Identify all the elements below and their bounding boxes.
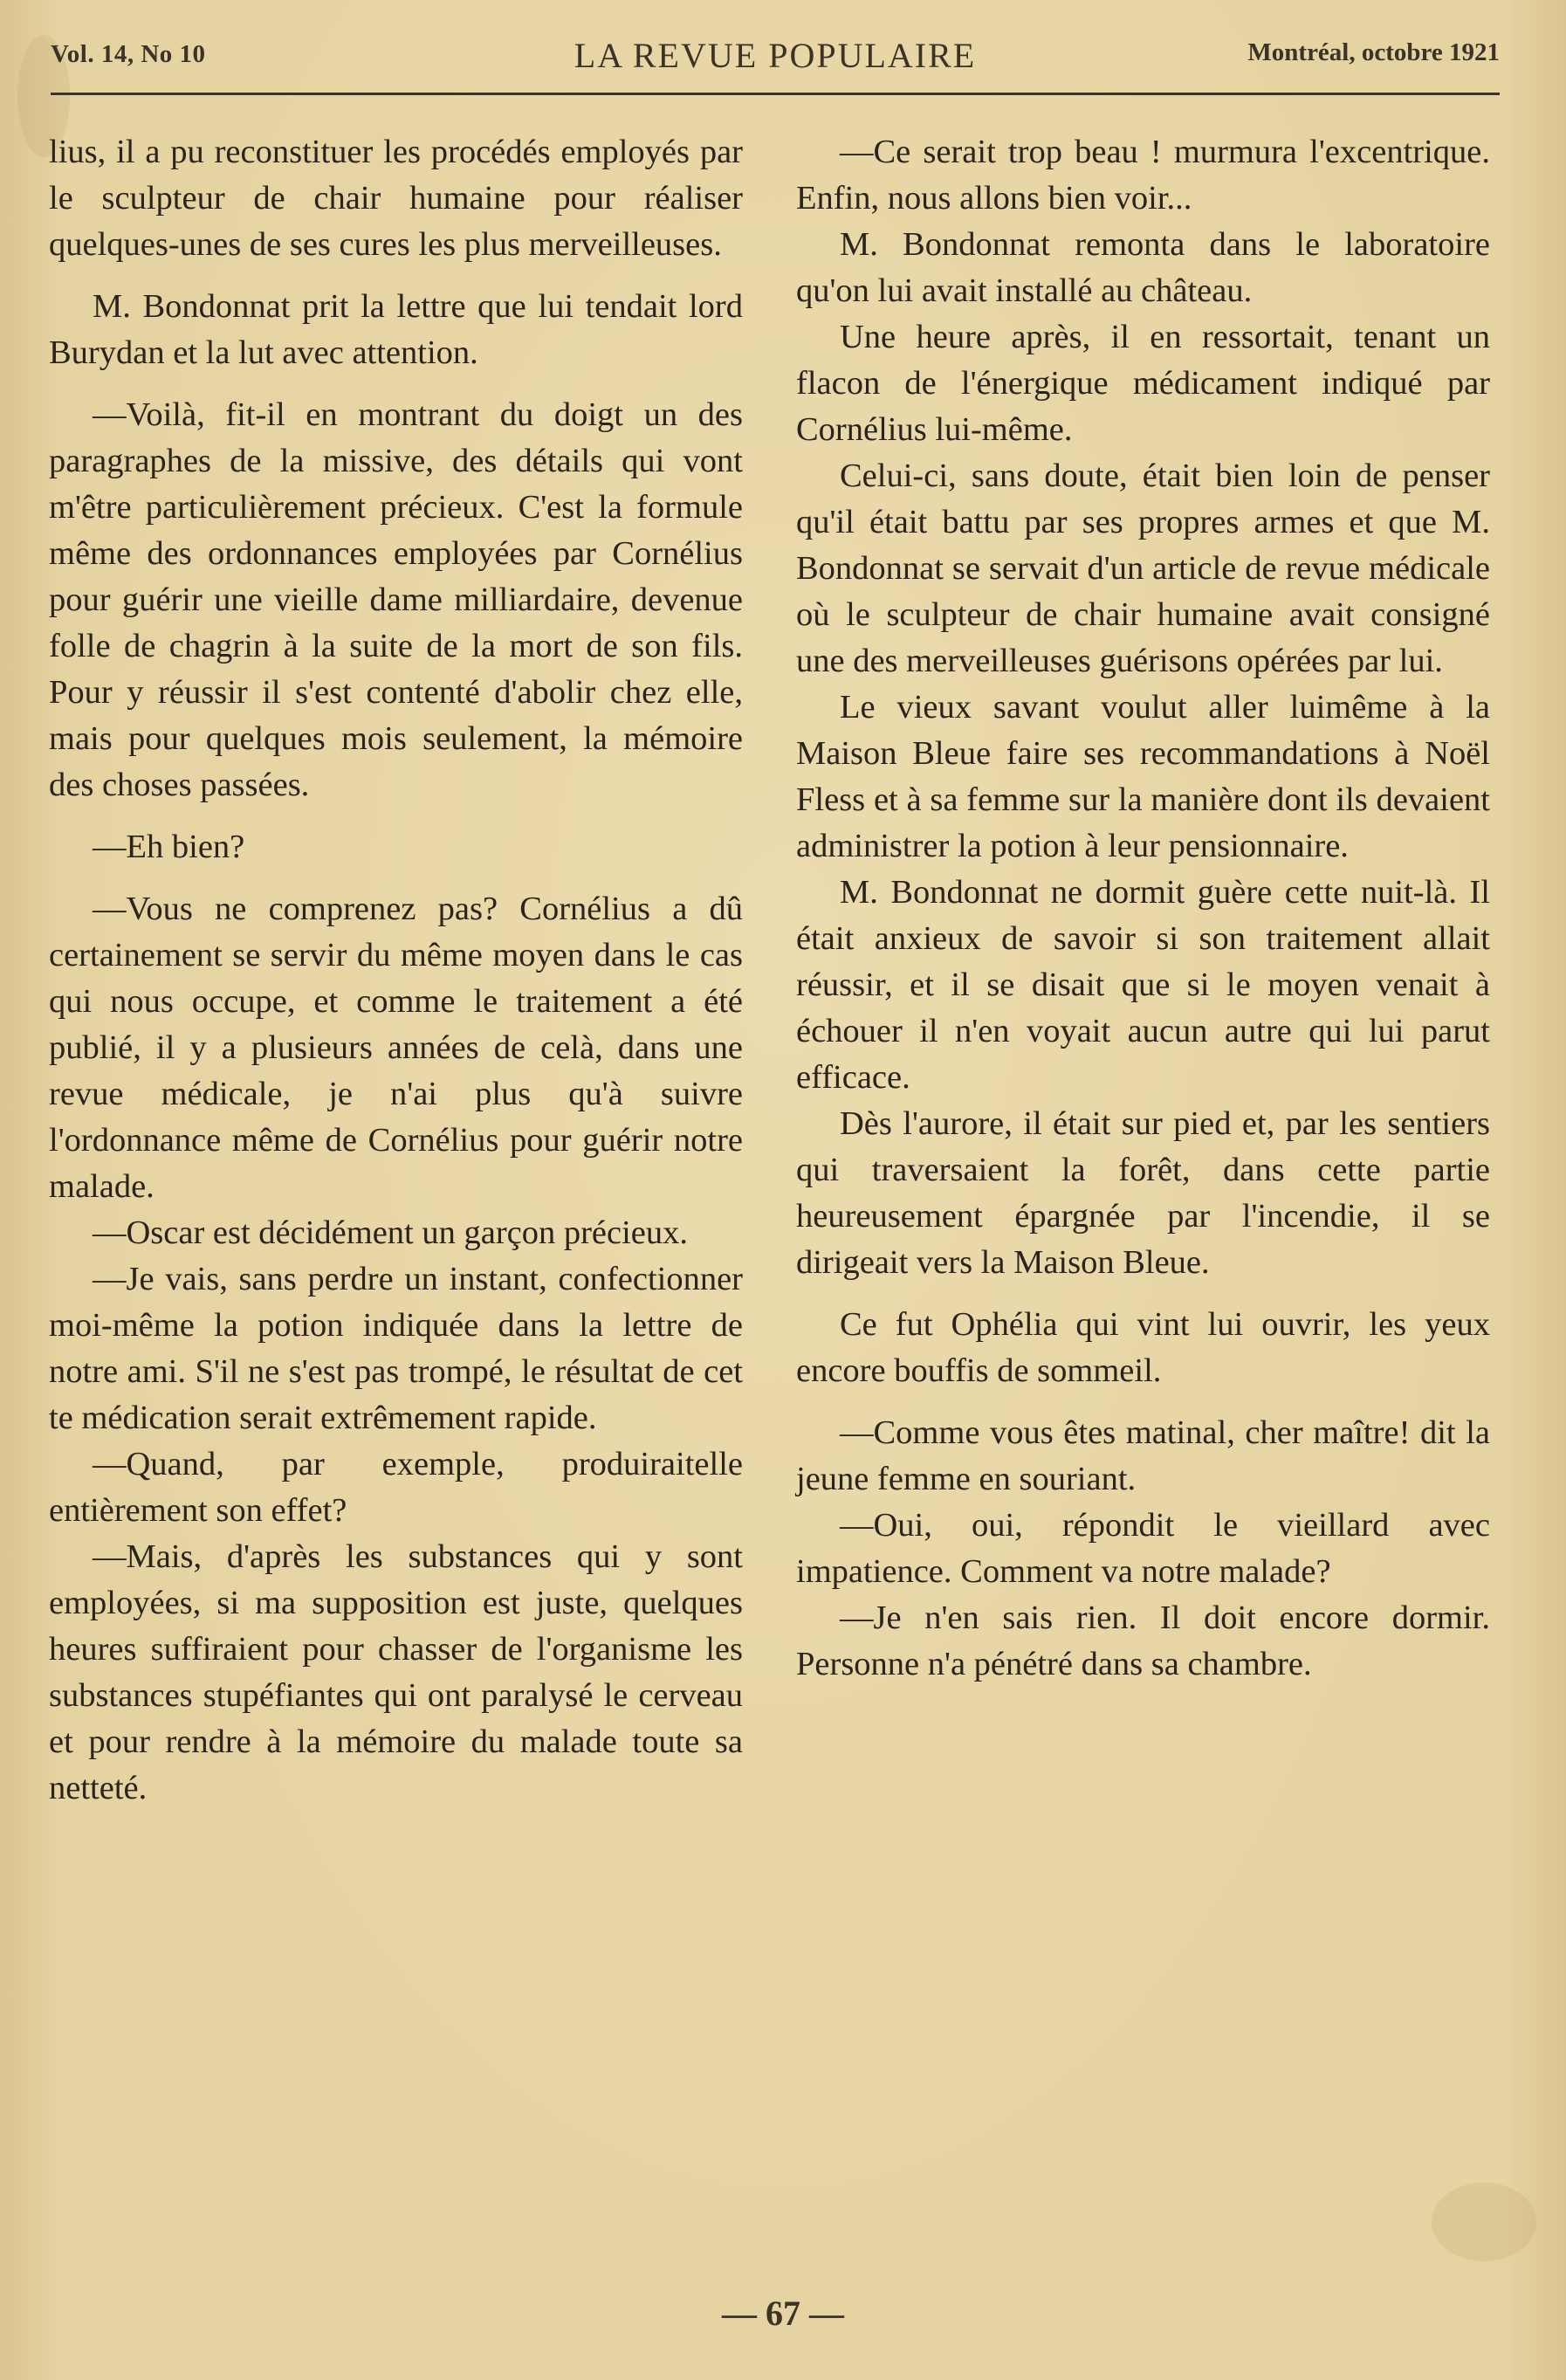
paragraph: lius, il a pu reconstituer les procédés employés par le sculpteur de chair humaine pour réaliser quelques-unes de ses cures les plus merveilleuses. <box>49 134 743 263</box>
paragraph: —Je n'en sais rien. Il doit encore dormir. Personne n'a pénétré dans sa chambre. <box>796 1599 1490 1682</box>
issue-date: Montréal, octobre 1921 <box>1247 38 1500 66</box>
paragraph: —Quand, par exemple, produiraitelle entièrement son effet? <box>49 1446 743 1529</box>
paragraph: M. Bondonnat prit la lettre que lui tendait lord Burydan et la lut avec attention. <box>49 288 743 371</box>
paragraph: —Voilà, fit-il en montrant du doigt un des paragraphes de la missive, des détails qui vont m'être particulièrement précieux. C'est la formule même des ordonnances employées par Cornélius pour guérir une vieille dame milliardaire, devenue folle de chagrin à la suite de la mort de son fils. Pour y réussir il s'est contenté d'abolir chez elle, mais pour quelques mois seulement, la mémoire des choses passées. <box>49 396 743 803</box>
running-header <box>51 33 1500 86</box>
paragraph: Dès l'aurore, il était sur pied et, par les sentiers qui traversaient la forêt, dans cette partie heureusement épargnée par l'incendie, il se dirigeait vers la Maison Bleue. <box>796 1105 1490 1281</box>
page-number: — 67 — <box>722 2294 844 2333</box>
paragraph: —Ce serait trop beau ! murmura l'excentrique. Enfin, nous allons bien voir... <box>796 134 1490 217</box>
volume-number: Vol. 14, No 10 <box>51 40 206 68</box>
paragraph: Une heure après, il en ressortait, tenant un flacon de l'énergique médicament indiqué par Cornélius lui-même. <box>796 319 1490 448</box>
paragraph: M. Bondonnat ne dormit guère cette nuit-là. Il était anxieux de savoir si son traitement allait réussir, et il se disait que si le moyen venait à échouer il n'en voyait aucun autre qui lui parut efficace. <box>796 874 1490 1096</box>
paragraph: —Oscar est décidément un garçon précieux. <box>93 1214 689 1251</box>
paragraph: —Vous ne comprenez pas? Cornélius a dû certainement se servir du même moyen dans le cas qui nous occupe, et comme le traitement a été publié, il y a plusieurs années de celà, dans une revue médicale, je n'ai plus qu'à suivre l'ordonnance même de Cornélius pour guérir notre malade. <box>49 891 743 1205</box>
paragraph: —Je vais, sans perdre un instant, confectionner moi-même la potion indiquée dans la lettre de notre ami. S'il ne s'est pas trompé, le résultat de cet te médication serait extrêmement rapide. <box>49 1261 743 1436</box>
right-column <box>796 129 1490 1688</box>
paragraph: —Oui, oui, répondit le vieillard avec impatience. Comment va notre malade? <box>796 1507 1490 1590</box>
paragraph: —Eh bien? <box>93 829 245 865</box>
journal-title: LA REVUE POPULAIRE <box>574 36 977 75</box>
paragraph: Celui-ci, sans doute, était bien loin de penser qu'il était battu par ses propres armes et que M. Bondonnat se servait d'un article de revue médicale où le sculpteur de chair humaine avait consigné une des merveilleuses guérisons opérées par lui. <box>796 457 1490 679</box>
paragraph: M. Bondonnat remonta dans le laboratoire qu'on lui avait installé au château. <box>796 226 1490 309</box>
paragraph: —Mais, d'après les substances qui y sont employées, si ma supposition est juste, quelques heures suffiraient pour chasser de l'organisme les substances stupéfiantes qui ont paralysé le cerveau et pour rendre à la mémoire du malade toute sa netteté. <box>49 1538 743 1806</box>
paragraph: Ce fut Ophélia qui vint lui ouvrir, les yeux encore bouffis de sommeil. <box>796 1306 1490 1389</box>
paper-stain <box>1432 2183 1536 2261</box>
paragraph: —Comme vous êtes matinal, cher maître! dit la jeune femme en souriant. <box>796 1414 1490 1497</box>
left-column <box>49 129 743 1812</box>
paragraph: Le vieux savant voulut aller luimême à la Maison Bleue faire ses recommandations à Noël Fless et à sa femme sur la manière dont ils devaient administrer la potion à leur pensionnaire. <box>796 689 1490 864</box>
header-rule <box>51 93 1500 95</box>
